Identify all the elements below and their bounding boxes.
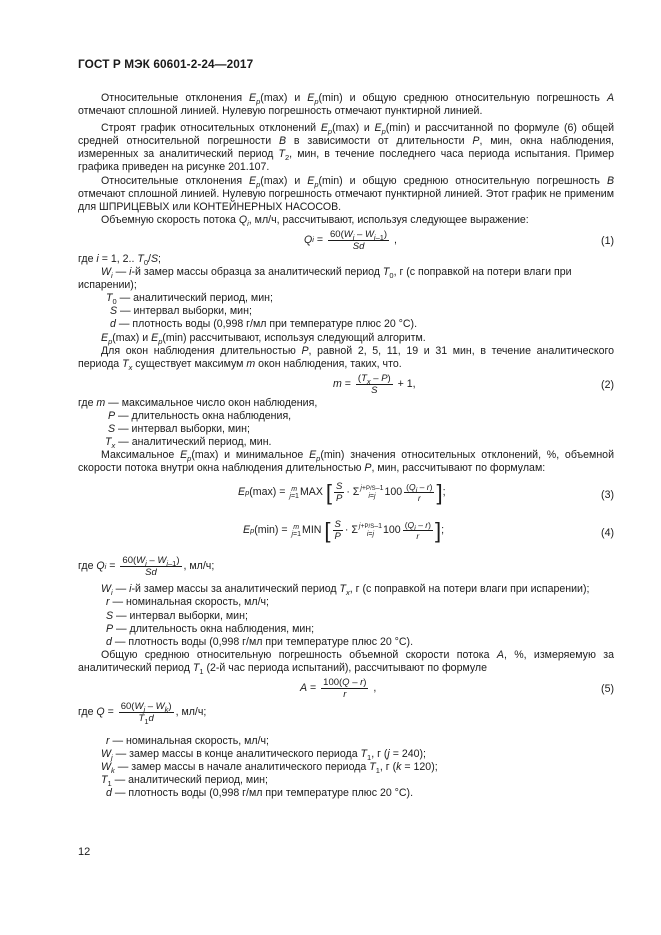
paragraph-3: Относительные отклонения $E_p(\max)$ и $E_p(\min)$ и общую среднюю относительную погрешность B отмечают сплошной линией. Нулевую погрешность отмечают пунктирной линией. Этот график не применим для ШПРИЦЕВЫХ или КОНТЕЙНЕРНЫХ НАСОСОВ. — [78, 174, 615, 213]
where-i: где i = 1, 2.. $T_0/S$; — [78, 252, 161, 268]
equation-1-number: (1) — [601, 234, 614, 247]
def-tx: $T_x$ — аналитический период, мин. — [105, 436, 272, 451]
def-s2: S — интервал выборки, мин; — [108, 422, 250, 435]
paragraph-7: Общую среднюю относительную погрешность объемной скорости потока A, %, измеряемую за аналитический период $T_1$ (2-й час периода испытаний), рассчитывают по формуле — [78, 648, 614, 677]
where-qi-row — [78, 555, 614, 583]
where-m: где m — максимальное число окон наблюдения, — [78, 396, 318, 409]
equation-4-row — [78, 515, 614, 555]
equation-4: E p (min) = m j=1 MIN [ $\frac{S}{P}$ · Σ j+P/S–1 i=j 100 $\frac{(Q_i - r)}{r}$ ] ; — [243, 517, 445, 543]
def-t0: $T_0$ — аналитический период, мин; — [106, 292, 273, 307]
def-wi: $W_i$ — i-й замер массы образца за аналитический период $T_0$, г (с поправкой на потери влаги при — [101, 266, 572, 281]
page-content — [78, 92, 614, 800]
def-t1: $T_1$ — аналитический период, мин; — [101, 774, 268, 789]
equation-2-row — [78, 371, 614, 397]
def-wk: $W_k$ — замер массы в начале аналитического периода $T_1$, г (k = 120); — [101, 761, 438, 776]
document-header: ГОСТ Р МЭК 60601-2-24—2017 — [78, 57, 254, 71]
def-s3: S — интервал выборки, мин; — [106, 609, 248, 622]
def-d3: d — плотность воды (0,998 г/мл при температуре плюс 20 °C). — [106, 787, 414, 800]
def-wi-cont: испарении); — [78, 279, 137, 292]
equation-3-number: (3) — [601, 489, 614, 502]
paragraph-5: Для окон наблюдения длительностью P, равной 2, 5, 11, 19 и 31 мин, в течение аналитического периода $T_x$ существует максимум m окон наблюдения, таких, что. — [78, 344, 614, 372]
def-r2: r — номинальная скорость, мл/ч; — [106, 735, 269, 747]
def-wi2: $W_i$ — i-й замер массы за аналитический период $T_x$, г (с поправкой на потери влаги при испарении); — [101, 583, 590, 598]
equation-5-number: (5) — [601, 683, 614, 695]
where-q: где Q = $\frac{60(W_j - W_k)}{T_1d}$ , мл/ч; — [78, 701, 207, 726]
equation-2-number: (2) — [601, 378, 614, 391]
def-p: P — длительность окна наблюдения, — [108, 409, 292, 422]
equation-4-number: (4) — [601, 527, 614, 540]
def-r: r — номинальная скорость, мл/ч; — [106, 596, 269, 609]
ep-calc: $E_p(\max)$ и $E_p(\min)$ рассчитывают, используя следующий алгоритм. — [101, 331, 426, 346]
def-s: S — интервал выборки, мин; — [110, 305, 252, 318]
def-d: d — плотность воды (0,998 г/мл при температуре плюс 20 °C). — [110, 318, 418, 331]
equation-3-row — [78, 475, 614, 515]
where-q-row — [78, 701, 614, 731]
equation-5-row — [78, 675, 614, 701]
equation-1: Q i = $\frac{60(W_i - W_{i-1})}{Sd}$ , — [304, 228, 397, 252]
def-wj: $W_j$ — замер массы в конце аналитического периода $T_1$, г (j = 240); — [101, 748, 427, 763]
equation-2: m = $\frac{(T_x - P)}{S}$ + 1, — [333, 372, 416, 396]
equation-1-row — [78, 227, 614, 253]
paragraph-4: Объемную скорость потока $Q_i$, мл/ч, рассчитывают, используя следующее выражение: — [101, 213, 529, 228]
equation-5: A = $\frac{100(Q - r)}{r}$ , — [300, 677, 377, 700]
paragraph-2: Строят график относительных отклонений $E_p(\max)$ и $E_p(\min)$ и рассчитанной по формуле (6) общей средней относительной погрешности B в зависимости от длительности P, мин, окна наблюдения, измеренных за аналитический период $T_2$, мин, в течение последнего часа периода испытания. Пример графика приведен на рисунке 201.107. — [78, 122, 615, 174]
equation-3: E p (max) = m j=1 MAX [ $\frac{S}{P}$ · Σ j+P/S–1 i=j 100 $\frac{(Q_i - r)}{r}$ ] ; — [238, 479, 446, 505]
paragraph-1: Относительные отклонения $E_p(\max)$ и $E_p(\min)$ и общую среднюю относительную погрешность A отмечают сплошной линией. Нулевую погрешность отмечают пунктирной линией. — [78, 92, 615, 118]
paragraph-6: Максимальное $E_p(\max)$ и минимальное $E_p(\min)$ значения относительных отклонений, %, объемной скорости потока внутри окна наблюдения длительностью P, мин, рассчитывают по формулам: — [78, 449, 614, 475]
def-d2: d — плотность воды (0,998 г/мл при температуре плюс 20 °C). — [106, 635, 414, 648]
def-p2: P — длительность окна наблюдения, мин; — [106, 622, 315, 635]
where-qi: где Q i = $\frac{60(W_i - W_{i-1})}{Sd}$ , мл/ч; — [78, 555, 215, 579]
page-number: 12 — [78, 846, 91, 858]
